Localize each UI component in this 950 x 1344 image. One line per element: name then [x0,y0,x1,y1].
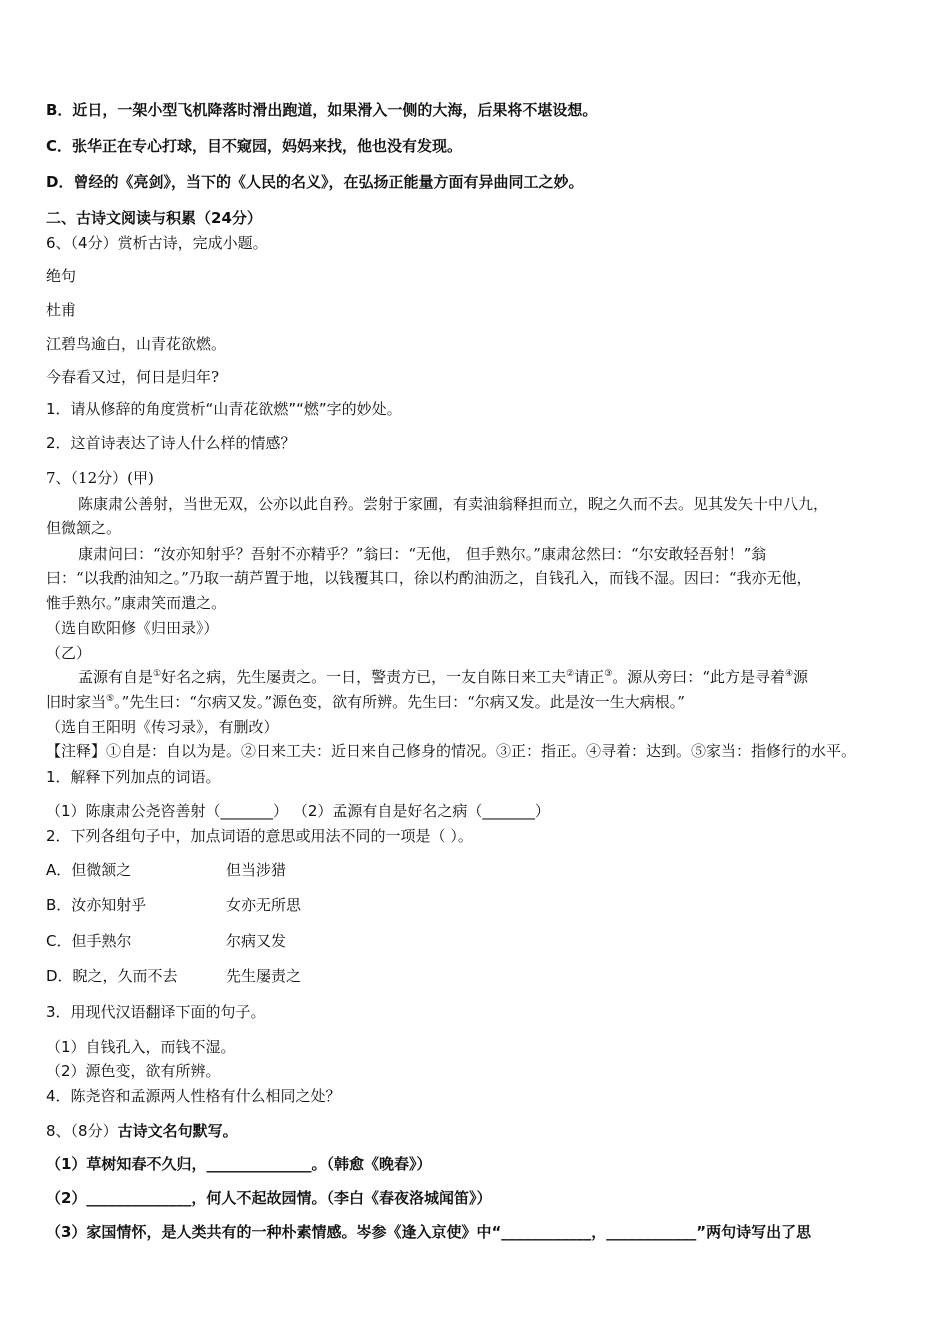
q6-sub-1: 1．请从修辞的角度赏析“山青花欲燃”“燃”字的妙处。 [46,400,402,418]
poem-line-1: 江碧鸟逾白，山青花欲燃。 [46,335,227,353]
q7-option-c: C．但手熟尔 尔病又发 [46,932,287,950]
yi-label: （乙） [46,644,92,662]
q7-option-d: D．睨之，久而不去 先生屡责之 [46,967,302,985]
q7-sub-2: 2．下列各组句子中，加点词语的意思或用法不同的一项是（ ）。 [46,827,473,845]
q7-sub-4: 4．陈尧咨和孟源两人性格有什么相同之处？ [46,1087,341,1105]
q7-sub-1-items: （1）陈康肃公尧咨善射（_______） （2）孟源有自是好名之病（_______） [46,802,550,820]
note-ref-4: ④ [784,669,794,679]
note-ref-1: ① [153,669,162,679]
q8-item-3: （3）家国情怀，是人类共有的一种朴素情感。岑参《逢入京使》中“____________，____________”两句诗写出了思 [46,1223,812,1241]
jia-p2-line-3: 惟手熟尔。”康肃笑而遣之。 [46,594,227,612]
note-ref-3: ③ [604,669,613,679]
note-ref-2: ② [566,669,575,679]
annotation-note: 【注释】①自是：自以为是。②日来工夫：近日来自己修身的情况。③正：指正。④寻着：达到。⑤家当：指修行的水平。 [46,742,857,760]
yi-line-1: 孟源有自是①好名之病，先生屡责之。一日，警责方已，一友自陈日来工夫②请正③。源从旁曰：“此方是寻着④源 [78,668,809,686]
poem-author: 杜甫 [46,301,77,319]
q5-option-c: C．张华正在专心打球，目不窥园，妈妈来找，他也没有发现。 [46,137,463,155]
jia-p1-line-2: 但微颔之。 [46,519,122,537]
q8-item-1: （1）草树知春不久归，______________。（韩愈《晚春》） [46,1155,432,1173]
q7-option-b: B．汝亦知射乎 女亦无所思 [46,896,302,914]
q8-item-2: （2）______________，何人不起故园情。（李白《春夜洛城闻笛》） [46,1189,492,1207]
q7-sub-3-2: （2）源色变，欲有所辨。 [46,1062,221,1080]
yi-line-2: 旧时家当⑤。”先生曰：“尔病又发。”源色变，欲有所辨。先生曰：“尔病又发。此是汝一生大病根。” [46,693,685,711]
q7-sub-1: 1．解释下列加点的词语。 [46,768,221,786]
yi-source: （选自王阳明《传习录》，有删改） [46,718,279,736]
q6-sub-2: 2．这首诗表达了诗人什么样的情感？ [46,434,296,452]
jia-p2-line-2: 曰：“以我酌油知之。”乃取一葫芦置于地，以钱覆其口，徐以杓酌油沥之，自钱孔入，而钱不湿。因曰：“我亦无他， [46,569,812,587]
q5-option-d: D．曾经的《亮剑》，当下的《人民的名义》，在弘扬正能量方面有异曲同工之妙。 [46,173,584,191]
q5-option-b: B．近日，一架小型飞机降落时滑出跑道，如果滑入一侧的大海，后果将不堪设想。 [46,101,598,119]
q7-sub-3: 3．用现代汉语翻译下面的句子。 [46,1003,266,1021]
q7-stem: 7、（12分）(甲) [46,469,154,487]
poem-title: 绝句 [46,267,77,285]
section-2-title: 二、古诗文阅读与积累（24分） [46,209,262,227]
poem-line-2: 今春看又过，何日是归年? [46,368,220,386]
q7-sub-3-1: （1）自钱孔入，而钱不湿。 [46,1038,236,1056]
jia-source: （选自欧阳修《归田录》） [46,619,219,637]
q7-option-a: A．但微颔之 但当涉猎 [46,861,287,879]
note-ref-5: ⑤ [106,694,115,704]
jia-p2-line-1: 康肃问曰：“汝亦知射乎？吾射不亦精乎？”翁曰：“无他， 但手熟尔。”康肃忿然曰：“尔安敢轻吾射！”翁 [78,545,767,563]
q6-stem: 6、（4分）赏析古诗，完成小题。 [46,234,268,252]
jia-p1-line-1: 陈康肃公善射，当世无双，公亦以此自矜。尝射于家圃，有卖油翁释担而立，睨之久而不去。见其发矢十中八九， [78,495,829,513]
q8-stem: 8、（8分）古诗文名句默写。 [46,1122,238,1140]
